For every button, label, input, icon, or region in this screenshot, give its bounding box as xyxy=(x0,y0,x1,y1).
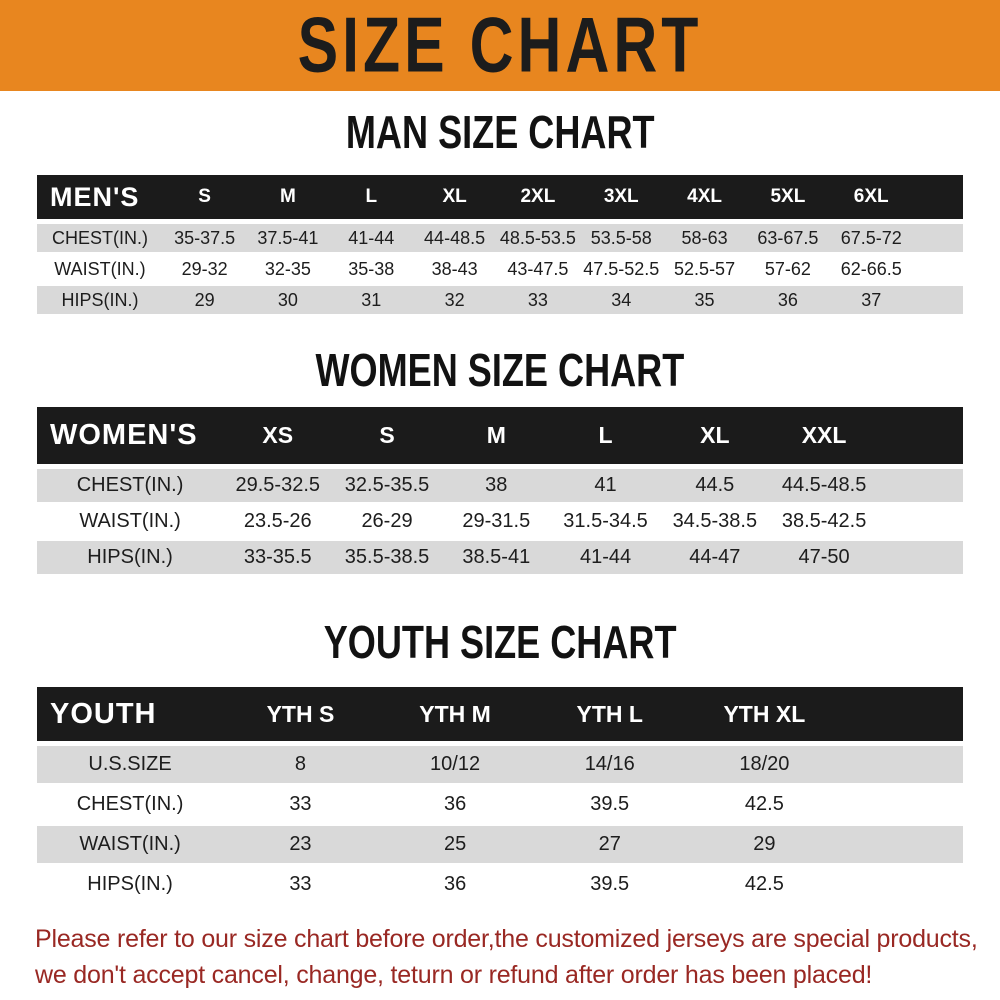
men-section-heading xyxy=(0,106,1000,159)
cell: 43-47.5 xyxy=(507,258,569,279)
youth-size-table xyxy=(37,687,963,906)
row-label: WAIST(IN.) xyxy=(54,258,146,279)
size-chart-banner xyxy=(0,0,1000,91)
cell: 32.5-35.5 xyxy=(344,474,430,496)
cell-filler xyxy=(842,825,963,865)
cell: 44.5-48.5 xyxy=(781,474,867,496)
row-label: WAIST(IN.) xyxy=(79,833,181,855)
cell: 44-48.5 xyxy=(424,227,486,248)
cell: 35-37.5 xyxy=(174,227,236,248)
cell: 29 xyxy=(194,289,215,310)
youth-group-label: YOUTH xyxy=(37,687,223,744)
cell: 42.5 xyxy=(744,793,784,815)
women-heading-text: WOMEN SIZE CHART xyxy=(315,344,685,397)
cell: 38.5-41 xyxy=(462,546,531,568)
women-size-header: L xyxy=(551,407,660,467)
men-waist-row xyxy=(37,254,963,285)
cell-filler xyxy=(842,865,963,905)
cell: 36 xyxy=(777,289,798,310)
order-notice-line2: we don't accept cancel, change, teturn or refund after order has been placed! xyxy=(35,961,873,989)
cell: 58-63 xyxy=(681,227,728,248)
cell: 36 xyxy=(443,793,467,815)
cell: 23 xyxy=(289,833,312,855)
cell: 33 xyxy=(527,289,548,310)
cell: 41 xyxy=(594,474,617,496)
cell: 33 xyxy=(289,793,312,815)
women-section-heading xyxy=(0,344,1000,397)
cell: 23.5-26 xyxy=(243,510,312,532)
cell: 32-35 xyxy=(264,258,311,279)
women-header-filler xyxy=(879,407,963,467)
cell: 52.5-57 xyxy=(674,258,736,279)
cell-filler xyxy=(842,744,963,785)
men-header-filler xyxy=(913,175,963,222)
row-label: CHEST(IN.) xyxy=(51,227,148,248)
cell: 33 xyxy=(289,873,312,895)
cell: 41-44 xyxy=(348,227,395,248)
cell: 27 xyxy=(598,833,621,855)
cell: 53.5-58 xyxy=(590,227,652,248)
men-size-header: S xyxy=(163,175,246,222)
youth-header-row xyxy=(37,687,963,744)
youth-ussize-row xyxy=(37,744,963,785)
cell: 37.5-41 xyxy=(257,227,319,248)
men-size-header: 3XL xyxy=(580,175,663,222)
cell: 32 xyxy=(444,289,465,310)
row-label: HIPS(IN.) xyxy=(87,873,173,895)
cell: 30 xyxy=(277,289,298,310)
cell-filler xyxy=(913,222,963,254)
cell: 31 xyxy=(361,289,382,310)
row-label: WAIST(IN.) xyxy=(79,510,181,532)
cell: 57-62 xyxy=(764,258,811,279)
women-size-header: XXL xyxy=(769,407,878,467)
women-size-header: XS xyxy=(223,407,332,467)
cell-filler xyxy=(879,540,963,576)
women-size-header: XL xyxy=(660,407,769,467)
banner-title: SIZE CHART xyxy=(297,2,703,89)
cell: 31.5-34.5 xyxy=(563,510,648,532)
men-chest-row xyxy=(37,222,963,254)
men-size-header: 2XL xyxy=(496,175,579,222)
row-label: U.S.SIZE xyxy=(88,753,172,775)
cell: 63-67.5 xyxy=(757,227,819,248)
men-heading-text: MAN SIZE CHART xyxy=(345,106,655,159)
women-group-label: WOMEN'S xyxy=(37,407,223,467)
row-label: HIPS(IN.) xyxy=(61,289,139,310)
cell: 44.5 xyxy=(695,474,735,496)
cell: 10/12 xyxy=(430,753,481,775)
men-size-header: L xyxy=(330,175,413,222)
cell: 29 xyxy=(753,833,776,855)
cell: 35 xyxy=(694,289,715,310)
cell: 29-31.5 xyxy=(462,510,531,532)
cell-filler xyxy=(879,504,963,540)
youth-size-header: YTH L xyxy=(532,687,687,744)
cell: 38-43 xyxy=(431,258,478,279)
order-notice-line1: Please refer to our size chart before order,the customized jerseys are special products, xyxy=(35,925,978,953)
cell: 35-38 xyxy=(348,258,395,279)
cell: 34.5-38.5 xyxy=(672,510,758,532)
cell: 38 xyxy=(485,474,508,496)
women-size-header: M xyxy=(442,407,551,467)
cell: 37 xyxy=(861,289,882,310)
cell: 18/20 xyxy=(739,753,790,775)
cell: 44-47 xyxy=(689,546,741,568)
cell: 14/16 xyxy=(584,753,635,775)
men-size-table xyxy=(37,175,963,317)
men-size-header: XL xyxy=(413,175,496,222)
row-label: HIPS(IN.) xyxy=(87,546,173,568)
cell: 42.5 xyxy=(744,873,784,895)
cell-filler xyxy=(879,467,963,504)
cell: 8 xyxy=(294,753,306,775)
youth-header-filler xyxy=(842,687,963,744)
youth-chest-row xyxy=(37,785,963,825)
cell: 25 xyxy=(443,833,467,855)
youth-size-header: YTH M xyxy=(378,687,533,744)
youth-waist-row xyxy=(37,825,963,865)
cell: 47.5-52.5 xyxy=(583,258,660,279)
youth-size-header: YTH S xyxy=(223,687,378,744)
cell: 35.5-38.5 xyxy=(344,546,430,568)
youth-size-header: YTH XL xyxy=(687,687,842,744)
cell: 38.5-42.5 xyxy=(781,510,867,532)
row-label: CHEST(IN.) xyxy=(76,474,184,496)
men-size-header: M xyxy=(246,175,329,222)
cell-filler xyxy=(913,285,963,316)
men-size-header: 5XL xyxy=(746,175,829,222)
cell: 39.5 xyxy=(590,793,630,815)
cell: 26-29 xyxy=(361,510,413,532)
cell: 34 xyxy=(611,289,632,310)
women-size-header: S xyxy=(332,407,441,467)
youth-section-heading xyxy=(0,616,1000,669)
cell: 48.5-53.5 xyxy=(499,227,576,248)
women-waist-row xyxy=(37,504,963,540)
cell: 29-32 xyxy=(181,258,228,279)
youth-heading-text: YOUTH SIZE CHART xyxy=(323,616,677,669)
men-group-label: MEN'S xyxy=(37,175,163,222)
cell-filler xyxy=(913,254,963,285)
cell: 29.5-32.5 xyxy=(235,474,321,496)
women-header-row xyxy=(37,407,963,467)
women-size-table xyxy=(37,407,963,577)
cell: 33-35.5 xyxy=(243,546,312,568)
cell: 67.5-72 xyxy=(840,227,902,248)
cell: 47-50 xyxy=(798,546,850,568)
row-label: CHEST(IN.) xyxy=(76,793,184,815)
men-hips-row xyxy=(37,285,963,316)
women-hips-row xyxy=(37,540,963,576)
women-chest-row xyxy=(37,467,963,504)
cell: 39.5 xyxy=(590,873,630,895)
men-size-header: 4XL xyxy=(663,175,746,222)
cell-filler xyxy=(842,785,963,825)
men-size-header: 6XL xyxy=(830,175,913,222)
cell: 62-66.5 xyxy=(840,258,902,279)
cell: 36 xyxy=(443,873,467,895)
men-header-row xyxy=(37,175,963,222)
cell: 41-44 xyxy=(579,546,632,568)
youth-hips-row xyxy=(37,865,963,905)
order-notice xyxy=(35,921,978,993)
